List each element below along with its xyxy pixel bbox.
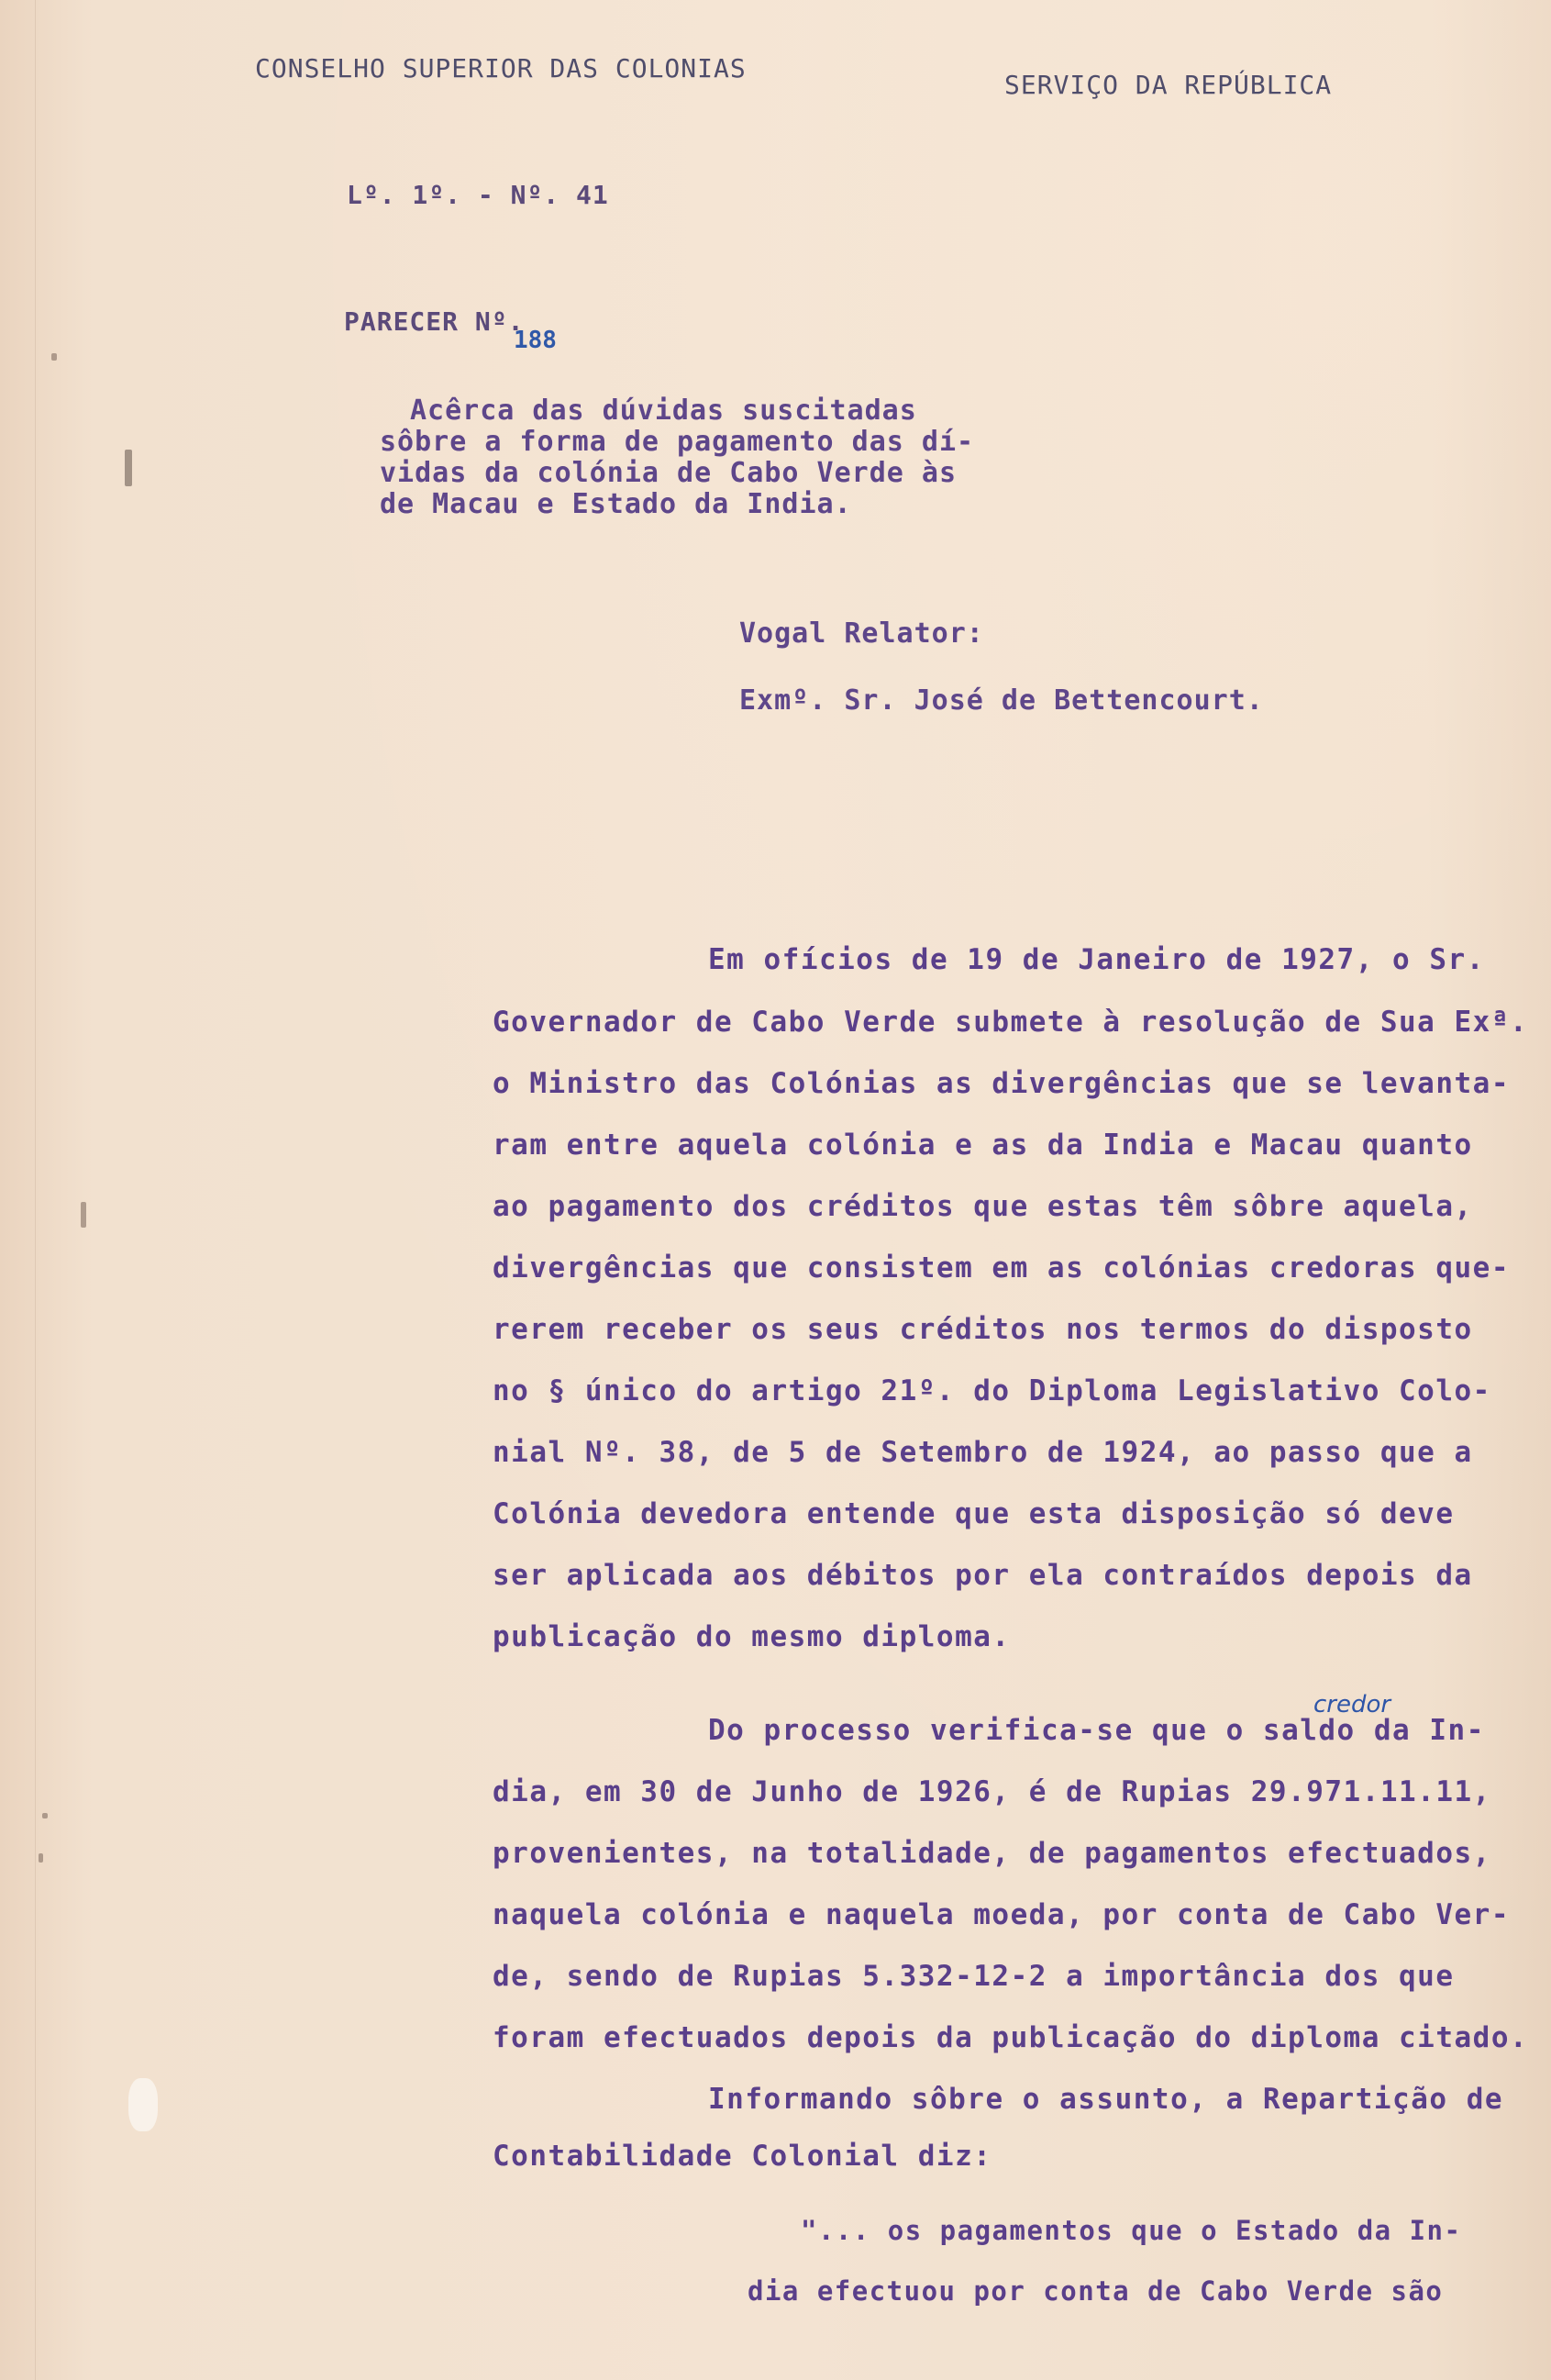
- body-line: Colónia devedora entende que esta disposição só deve: [493, 1497, 1455, 1530]
- relator-label: Vogal Relator:: [739, 617, 984, 650]
- quote-line: "... os pagamentos que o Estado da In-: [801, 2215, 1462, 2246]
- body-line: Do processo verifica-se que o saldo da In-: [708, 1714, 1485, 1747]
- document-reference: Lº. 1º. - Nº. 41: [347, 180, 609, 210]
- body-line: no § único do artigo 21º. do Diploma Legislativo Colo-: [493, 1374, 1491, 1407]
- body-line: Governador de Cabo Verde submete à resolução de Sua Exª.: [493, 1006, 1529, 1039]
- summary-line: sôbre a forma de pagamento das dí-: [380, 426, 975, 458]
- relator-name: Exmº. Sr. José de Bettencourt.: [739, 684, 1264, 717]
- parecer-label: PARECER Nº.: [344, 306, 525, 337]
- header-right: SERVIÇO DA REPÚBLICA: [1004, 70, 1333, 100]
- scan-speck: [39, 1853, 43, 1863]
- scan-speck: [51, 353, 57, 361]
- body-line: ao pagamento dos créditos que estas têm sôbre aquela,: [493, 1190, 1473, 1223]
- body-line: foram efectuados depois da publicação do diploma citado.: [493, 2021, 1529, 2054]
- body-line: naquela colónia e naquela moeda, por conta de Cabo Ver-: [493, 1898, 1510, 1931]
- quote-line: dia efectuou por conta de Cabo Verde são: [748, 2275, 1444, 2307]
- parecer-number: 188: [514, 327, 557, 354]
- summary-line: Acêrca das dúvidas suscitadas: [410, 395, 917, 427]
- body-line: Informando sôbre o assunto, a Repartição de: [708, 2083, 1504, 2116]
- body-line: provenientes, na totalidade, de pagamentos efectuados,: [493, 1837, 1491, 1870]
- scan-speck: [42, 1813, 48, 1818]
- body-line: Em ofícios de 19 de Janeiro de 1927, o Sr.: [708, 943, 1485, 976]
- paper-edge-line: [35, 0, 36, 2380]
- body-line: dia, em 30 de Junho de 1926, é de Rupias 29.971.11.11,: [493, 1775, 1491, 1808]
- summary-line: vidas da colónia de Cabo Verde às: [380, 457, 958, 489]
- scan-speck: [125, 450, 132, 486]
- summary-line: de Macau e Estado da India.: [380, 488, 852, 520]
- body-line: ram entre aquela colónia e as da India e Macau quanto: [493, 1129, 1473, 1162]
- body-line: nial Nº. 38, de 5 de Setembro de 1924, ao passo que a: [493, 1436, 1473, 1469]
- handwritten-insert: credor: [1313, 1691, 1391, 1718]
- body-line: divergências que consistem em as colónias credoras que-: [493, 1251, 1510, 1285]
- scan-speck: [81, 1202, 86, 1228]
- body-line: de, sendo de Rupias 5.332-12-2 a importância dos que: [493, 1960, 1455, 1993]
- body-line: rerem receber os seus créditos nos termos do disposto: [493, 1313, 1473, 1346]
- body-line: ser aplicada aos débitos por ela contraídos depois da: [493, 1559, 1473, 1592]
- paper-damage: [128, 2078, 158, 2131]
- header-left: CONSELHO SUPERIOR DAS COLONIAS: [255, 53, 747, 83]
- body-line: Contabilidade Colonial diz:: [493, 2140, 992, 2173]
- body-line: o Ministro das Colónias as divergências que se levanta-: [493, 1067, 1510, 1100]
- body-line: publicação do mesmo diploma.: [493, 1620, 1011, 1653]
